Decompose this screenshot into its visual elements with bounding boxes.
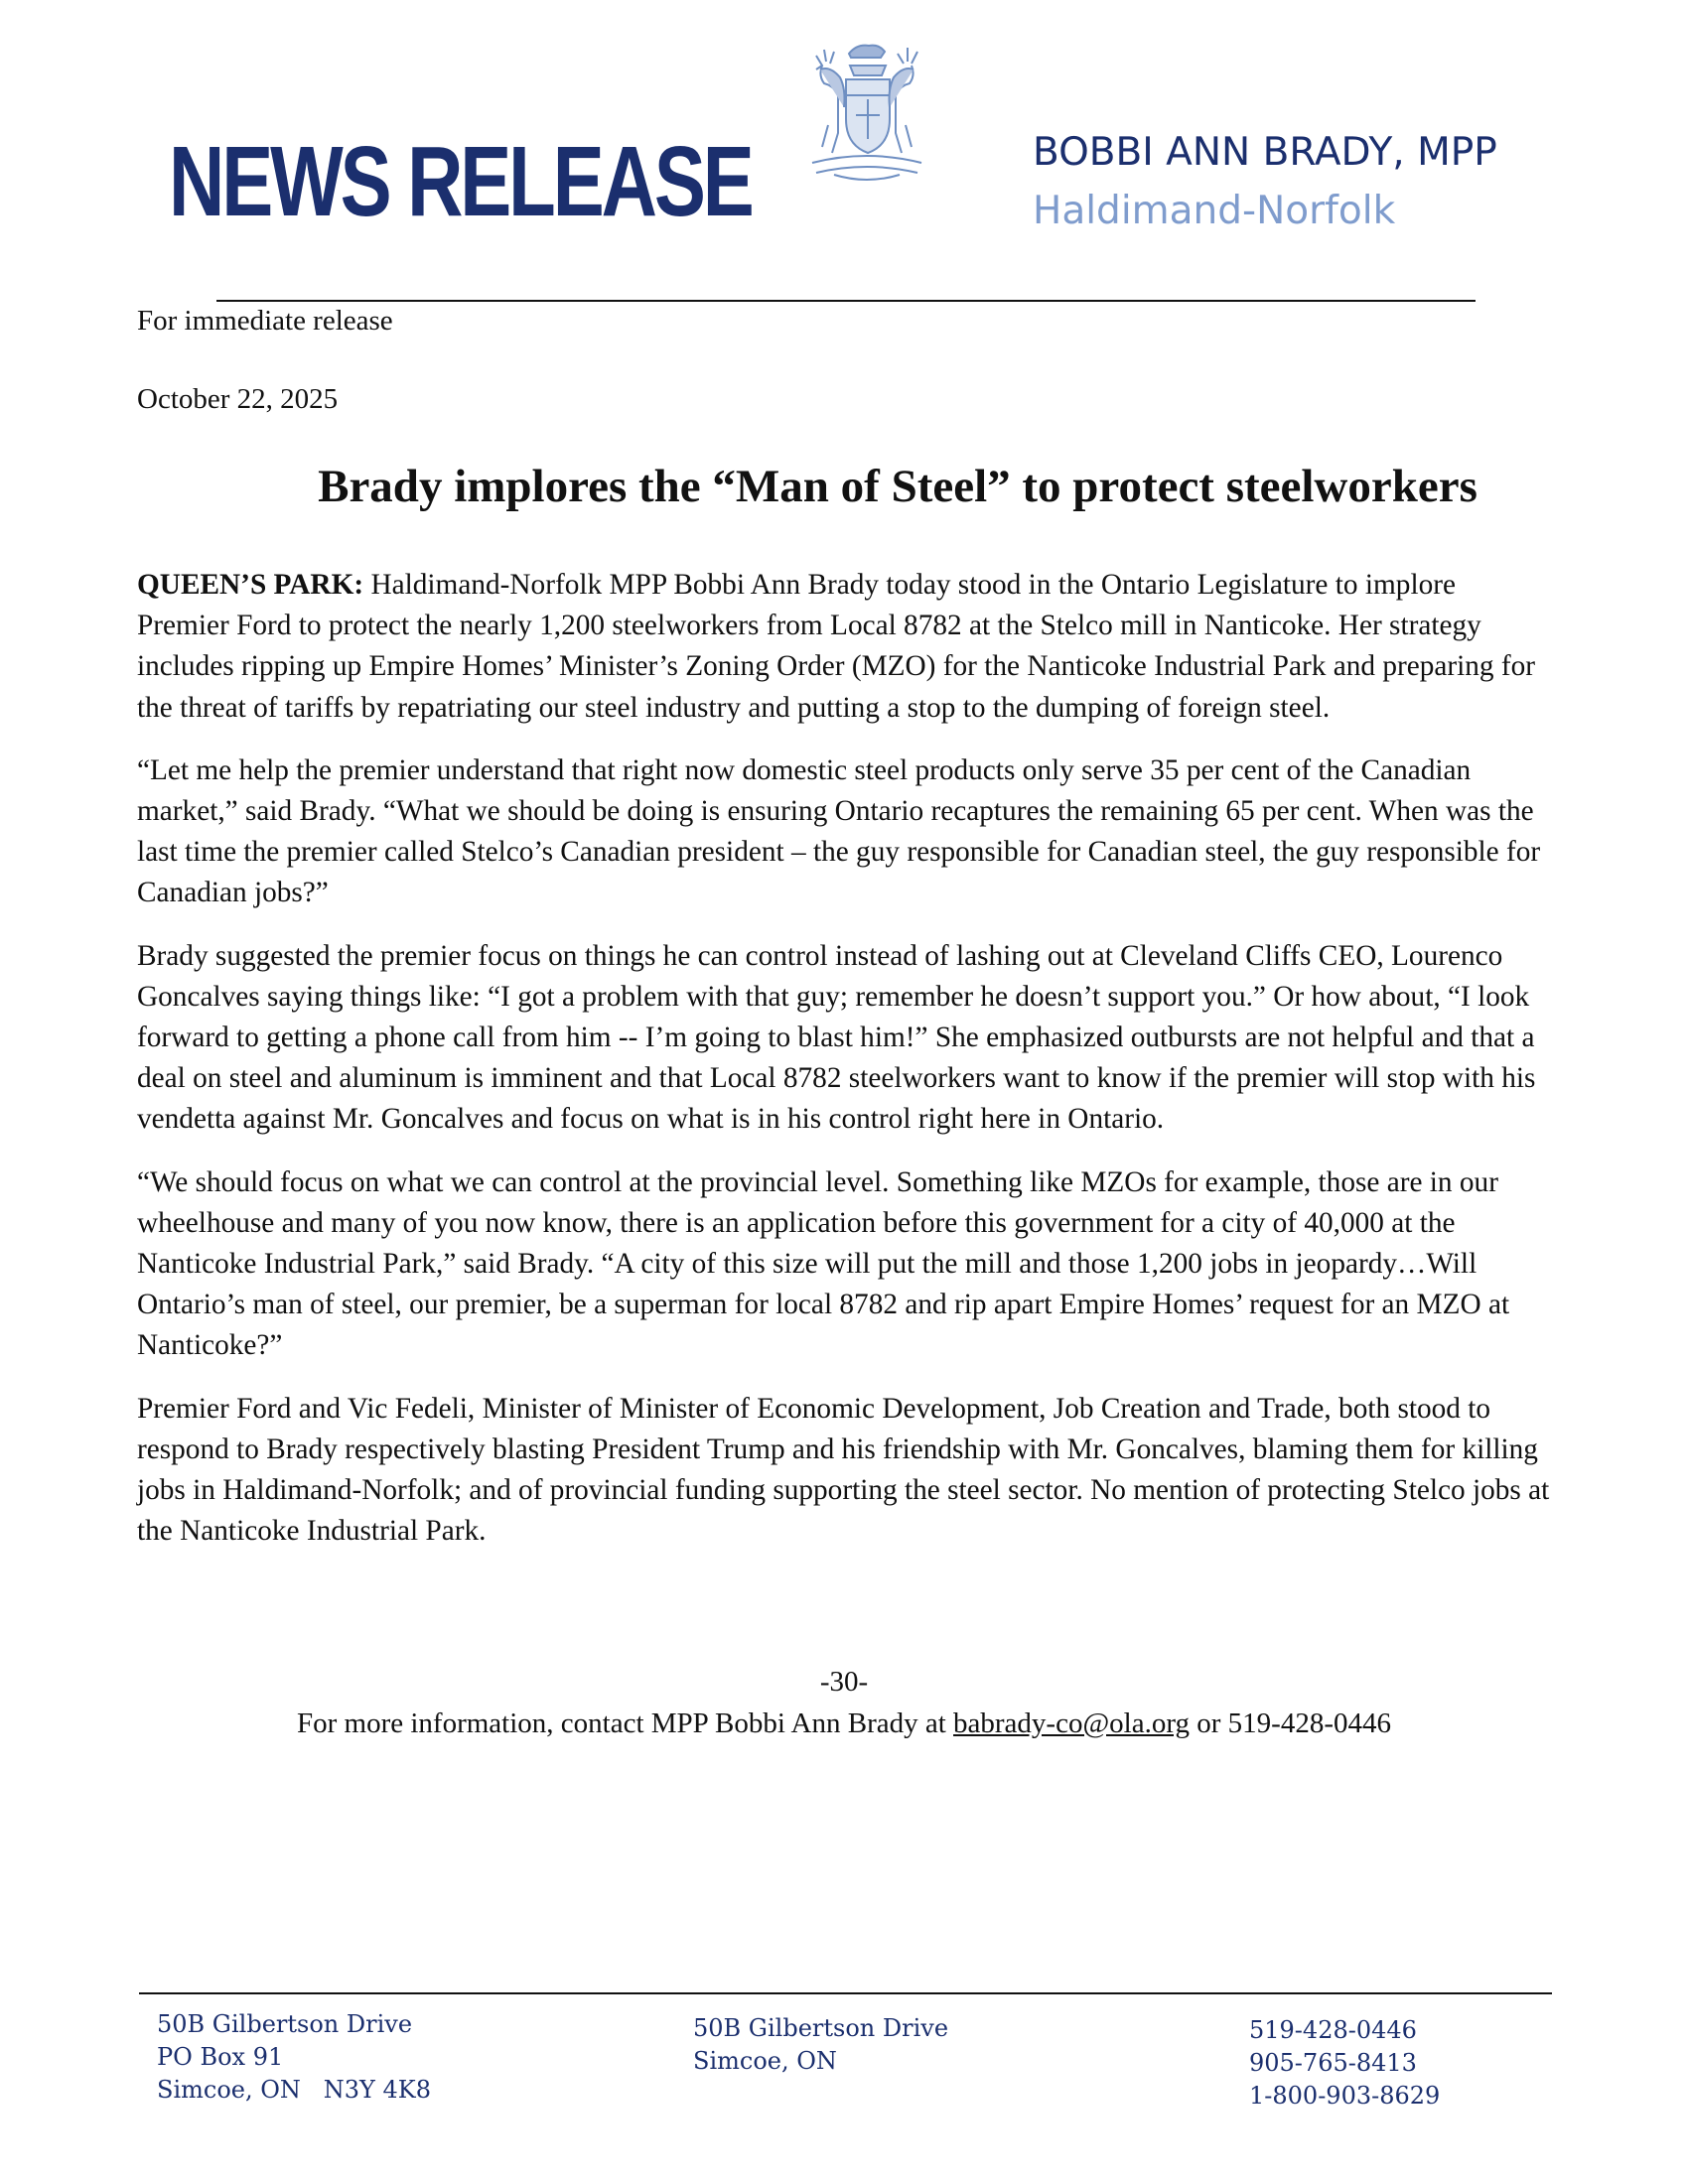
dateline: QUEEN’S PARK:: [137, 569, 364, 601]
paragraph-1: [137, 565, 1552, 729]
footer-phone: 519-428-0446: [1249, 2016, 1417, 2044]
end-mark: -30-: [819, 1666, 869, 1698]
footer-phone-numbers: [1249, 2014, 1440, 2113]
paragraph-5: Premier Ford and Vic Fedeli, Minister of Minister of Economic Development, Job Creation and Trade, both stood to respond to Brady respectively blasting President Trump and his friendship with Mr. Goncalves, blaming them for killing jobs in Haldimand-Norfolk; and of provincial funding supporting the steel sector. No mention of protecting Stelco jobs at the Nanticoke Industrial Park.: [137, 1392, 1550, 1548]
contact-prefix: For more information, contact MPP Bobbi Ann Brady at: [297, 1707, 954, 1739]
release-note: For immediate release: [137, 305, 393, 337]
headline-text: Brady implores the “Man of Steel” to protect steelworkers: [318, 461, 1477, 512]
paragraph-4: “We should focus on what we can control at the provincial level. Something like MZOs for example, those are in our wheelhouse and many of you now know, there is an application before this government for a city of 40,000 at the Nanticoke Industrial Park,” said Brady. “A city of this size will put the mill and those 1,200 jobs in jeopardy…Will Ontario’s man of steel, our premier, be a superman for local 8782 and rip apart Empire Homes’ request for an MZO at Nanticoke?”: [137, 1165, 1510, 1362]
footer-phone: 1-800-903-8629: [1249, 2082, 1441, 2110]
footer-address-office: [693, 2012, 948, 2078]
headline: [0, 459, 1688, 514]
footer-line: 50B Gilbertson Drive: [693, 2014, 949, 2042]
ontario-coat-of-arms-icon: [794, 36, 939, 195]
footer-line: Simcoe, ON: [693, 2047, 837, 2075]
footer-divider: [139, 1992, 1552, 1994]
footer-line: Simcoe, ON N3Y 4K8: [157, 2076, 431, 2104]
release-date: October 22, 2025: [137, 383, 339, 415]
article-body: [137, 565, 1552, 1573]
footer-address-mailing: [157, 2008, 431, 2107]
header-divider: [216, 300, 1476, 302]
riding-name: Haldimand-Norfolk: [1033, 189, 1396, 233]
contact-line: [0, 1706, 1688, 1741]
news-release-title: NEWS RELEASE: [169, 126, 752, 237]
footer-line: 50B Gilbertson Drive: [157, 2010, 413, 2038]
paragraph-1-text: Haldimand-Norfolk MPP Bobbi Ann Brady today stood in the Ontario Legislature to implore Premier Ford to protect the nearly 1,200 steelworkers from Local 8782 at the Stelco mill in Nanticoke. Her strategy includes ripping up Empire Homes’ Minister’s Zoning Order (MZO) for the Nanticoke Industrial Park and preparing for the threat of tariffs by repatriating our steel industry and putting a stop to the dumping of foreign steel.: [137, 569, 1536, 724]
paragraph-2: “Let me help the premier understand that right now domestic steel products only serve 35 per cent of the Canadian market,” said Brady. “What we should be doing is ensuring Ontario recaptures the remaining 65 per cent. When was the last time the premier called Stelco’s Canadian president – the guy responsible for Canadian steel, the guy responsible for Canadian jobs?”: [137, 753, 1541, 909]
contact-phone: 519-428-0446: [1227, 1707, 1391, 1739]
footer-line: PO Box 91: [157, 2043, 284, 2071]
mpp-name: BOBBI ANN BRADY, MPP: [1033, 130, 1497, 175]
paragraph-3: Brady suggested the premier focus on things he can control instead of lashing out at Cleveland Cliffs CEO, Lourenco Goncalves saying things like: “I got a problem with that guy; remember he doesn’t support you.” Or how about, “I look forward to getting a phone call from him -- I’m going to blast him!” She emphasized outbursts are not helpful and that a deal on steel and aluminum is imminent and that Local 8782 steelworkers want to know if the premier will stop with his vendetta against Mr. Goncalves and focus on what is in his control right here in Ontario.: [137, 939, 1536, 1136]
footer-phone: 905-765-8413: [1249, 2049, 1417, 2077]
contact-middle: or: [1189, 1707, 1228, 1739]
contact-email-link[interactable]: babrady-co@ola.org: [953, 1707, 1190, 1739]
